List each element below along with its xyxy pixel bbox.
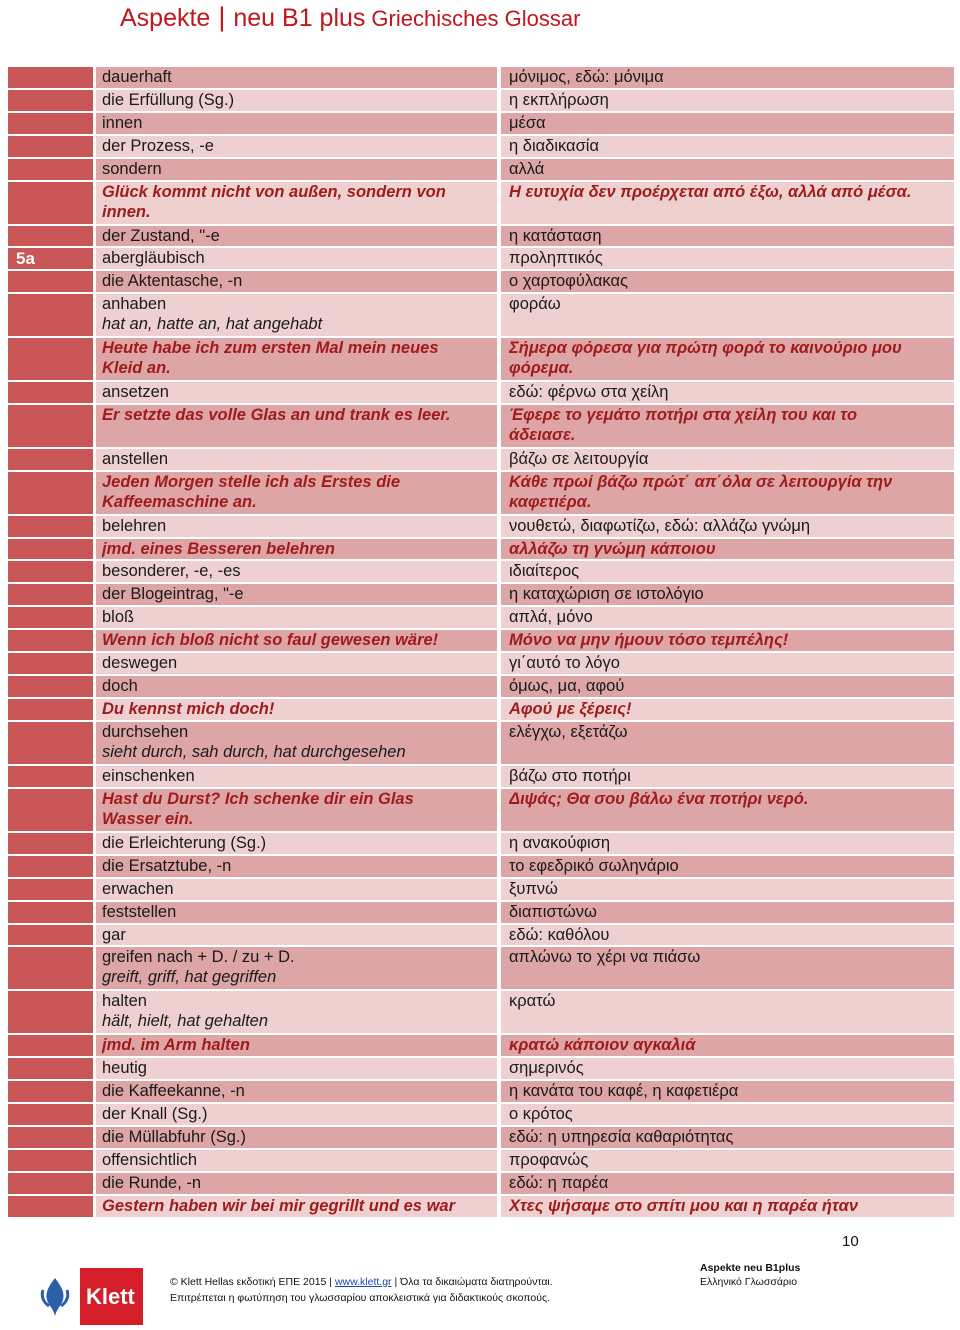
logo-wordmark: Klett [86,1283,135,1309]
greek-translation-cell [499,247,954,270]
german-term-cell [95,629,500,652]
german-term-cell [95,67,500,89]
german-term-cell [95,1149,500,1172]
german-line: feststellen [102,902,177,921]
section-cell [8,1103,95,1126]
greek-line: εδώ: φέρνω στα χείλη [509,383,669,402]
glossary-row [8,471,954,515]
greek-line: εδώ: η υπηρεσία καθαριότητας [509,1127,734,1146]
glossary-row [8,404,954,448]
german-line: die Müllabfuhr (Sg.) [102,1127,246,1146]
german-line: innen. [102,202,151,221]
greek-translation-cell [499,990,954,1034]
greek-line: φόρεμα. [509,359,574,378]
german-term-cell [95,901,500,924]
greek-translation-cell [499,448,954,471]
greek-line: Η ευτυχία δεν προέρχεται από έξω, αλλά από μέσα. [509,182,912,201]
greek-line: η κανάτα του καφέ, η καφετιέρα [509,1082,739,1100]
glossary-row [8,1172,954,1195]
german-line: gar [102,925,126,944]
section-cell [8,765,95,788]
section-cell [8,225,95,248]
german-line: jmd. eines Besseren belehren [102,539,335,558]
greek-translation-cell [499,652,954,675]
german-term-cell [95,946,500,990]
section-cell [8,1126,95,1149]
german-term-cell [95,381,500,404]
greek-translation-cell [499,832,954,855]
greek-translation-cell [499,698,954,721]
greek-line: καφετιέρα. [509,492,592,511]
section-cell [8,293,95,337]
glossary-row [8,878,954,901]
german-line: anstellen [102,449,169,468]
section-cell: 5a [8,247,95,270]
glossary-row [8,1080,954,1103]
greek-translation-cell [499,721,954,765]
section-cell [8,1080,95,1103]
glossary-row [8,832,954,855]
german-line: die Erfüllung (Sg.) [102,90,235,109]
greek-translation-cell [499,765,954,788]
german-line: die Runde, -n [102,1173,202,1192]
german-term-cell [95,832,500,855]
section-cell [8,629,95,652]
greek-line: εδώ: η παρέα [509,1173,609,1192]
greek-translation-cell [499,181,954,225]
german-term-cell [95,158,500,181]
section-cell [8,990,95,1034]
section-cell [8,404,95,448]
greek-line: το εφεδρικό σωληνάριο [509,856,679,875]
german-line: ansetzen [102,383,169,402]
glossary-row [8,67,954,89]
greek-translation-cell [499,89,954,112]
glossary-row [8,855,954,878]
section-cell [8,181,95,225]
glossary-row [8,135,954,158]
german-line: der Zustand, "-e [102,226,220,245]
german-term-cell [95,855,500,878]
german-line: sieht durch, sah durch, hat durchgesehen [102,743,406,762]
greek-line: μέσα [509,113,546,132]
german-line: dauerhaft [102,68,172,86]
german-term-cell [95,89,500,112]
german-term-cell [95,538,500,561]
greek-translation-cell [499,606,954,629]
german-line: hält, hielt, hat gehalten [102,1012,269,1031]
german-term-cell [95,1172,500,1195]
greek-line: ελέγχω, εξετάζω [509,723,628,742]
glossary-row [8,89,954,112]
german-line: Gestern haben wir bei mir gegrillt und es war [102,1196,456,1215]
german-line: greifen nach + D. / zu + D. [102,948,295,967]
greek-translation-cell [499,855,954,878]
section-cell [8,471,95,515]
german-line: sondern [102,159,162,178]
german-term-cell [95,1080,500,1103]
glossary-row [8,1057,954,1080]
greek-translation-cell [499,1172,954,1195]
german-line: erwachen [102,879,174,898]
glossary-row [8,1195,954,1218]
german-line: Er setzte das volle Glas an und trank es leer. [102,405,451,424]
copyright-prefix: © Klett Hellas εκδοτική ΕΠΕ 2015 | [170,1276,333,1288]
german-term-cell [95,270,500,293]
german-term-cell [95,1103,500,1126]
section-cell [8,878,95,901]
greek-translation-cell [499,629,954,652]
glossary-row [8,337,954,381]
german-line: der Prozess, -e [102,136,214,155]
greek-line: διαπιστώνω [509,902,597,921]
section-cell [8,901,95,924]
german-term-cell [95,1034,500,1057]
german-term-cell [95,652,500,675]
greek-translation-cell [499,1103,954,1126]
german-line: anhaben [102,295,167,314]
greek-line: Χτες ψήσαμε στο σπίτι μου και η παρέα ήταν [509,1196,859,1215]
greek-line: ο χαρτοφύλακας [509,272,628,291]
section-cell [8,381,95,404]
glossary-row [8,946,954,990]
section-cell [8,1057,95,1080]
glossary-table [8,67,954,1219]
glossary-row [8,901,954,924]
greek-translation-cell [499,270,954,293]
greek-line: η εκπλήρωση [509,90,609,109]
greek-translation-cell [499,675,954,698]
section-cell [8,652,95,675]
german-term-cell [95,788,500,832]
greek-translation-cell [499,135,954,158]
greek-translation-cell [499,158,954,181]
german-term-cell [95,1195,500,1218]
greek-line: μόνιμος, εδώ: μόνιμα [509,68,664,86]
german-term-cell [95,515,500,538]
german-term-cell [95,675,500,698]
section-cell [8,1034,95,1057]
section-cell [8,89,95,112]
greek-translation-cell [499,337,954,381]
greek-line: προφανώς [509,1150,589,1169]
section-cell [8,946,95,990]
section-cell [8,1195,95,1218]
greek-translation-cell [499,404,954,448]
glossary-row [8,158,954,181]
glossary-row [8,247,954,270]
german-line: Hast du Durst? Ich schenke dir ein Glas [102,789,414,808]
glossary-row [8,698,954,721]
german-line: Kaffeemaschine an. [102,492,257,511]
klett-emblem-icon [30,1268,80,1325]
glossary-row [8,560,954,583]
greek-line: εδώ: καθόλου [509,925,610,944]
greek-translation-cell [499,112,954,135]
german-line: innen [102,113,143,132]
section-cell [8,721,95,765]
german-term-cell [95,990,500,1034]
german-term-cell [95,765,500,788]
german-line: Wenn ich bloß nicht so faul gewesen wäre! [102,631,439,650]
glossary-row [8,675,954,698]
greek-translation-cell [499,293,954,337]
glossary-row [8,270,954,293]
greek-line: προληπτικός [509,249,603,268]
section-cell [8,560,95,583]
german-term-cell [95,225,500,248]
glossary-row [8,112,954,135]
german-line: Glück kommt nicht von außen, sondern von [102,182,446,201]
german-line: Du kennst mich doch! [102,700,275,719]
section-cell [8,788,95,832]
section-cell [8,135,95,158]
title-edition: neu B1 plus [233,4,366,32]
glossary-row [8,1103,954,1126]
glossary-row [8,721,954,765]
german-line: belehren [102,516,167,535]
german-term-cell [95,1126,500,1149]
german-term-cell [95,181,500,225]
section-cell [8,515,95,538]
greek-translation-cell [499,225,954,248]
glossary-row [8,629,954,652]
glossary-row [8,1034,954,1057]
section-cell [8,1149,95,1172]
greek-line: αλλάζω τη γνώμη κάποιου [509,539,716,558]
german-line: halten [102,992,147,1011]
greek-line: άδειασε. [509,425,576,444]
greek-line: όμως, μα, αφού [509,677,625,696]
greek-translation-cell [499,901,954,924]
glossary-row [8,448,954,471]
section-cell [8,158,95,181]
glossary-row [8,924,954,947]
greek-line: Σήμερα φόρεσα για πρώτη φορά το καινούριο μου [509,339,902,358]
section-cell [8,924,95,947]
german-line: hat an, hatte an, hat angehabt [102,315,323,334]
german-line: einschenken [102,766,195,785]
section-cell [8,1172,95,1195]
glossary-row [8,515,954,538]
section-cell [8,67,95,89]
greek-translation-cell [499,1149,954,1172]
german-term-cell [95,135,500,158]
footer-brand-subtitle: Ελληνικό Γλωσσάριο [700,1276,798,1288]
greek-translation-cell [499,924,954,947]
glossary-row [8,225,954,248]
german-term-cell [95,878,500,901]
greek-translation-cell [499,1034,954,1057]
glossary-body [8,67,954,1218]
greek-translation-cell [499,560,954,583]
greek-translation-cell [499,67,954,89]
greek-line: Κάθε πρωί βάζω πρώτ΄ απ΄όλα σε λειτουργία την [509,472,893,491]
section-cell [8,538,95,561]
greek-line: Μόνο να μην ήμουν τόσο τεμπέλης! [509,631,789,650]
title-separator: | [218,2,226,32]
glossary-row [8,1126,954,1149]
greek-line: η καταχώριση σε ιστολόγιο [509,585,704,604]
title-brand: Aspekte [120,4,211,32]
greek-line: ξυπνώ [509,879,558,898]
section-cell [8,583,95,606]
greek-line: απλώνω το χέρι να πιάσω [509,948,701,967]
german-line: durchsehen [102,723,189,742]
section-cell [8,698,95,721]
greek-translation-cell [499,1195,954,1218]
section-cell [8,112,95,135]
german-line: der Knall (Sg.) [102,1104,208,1123]
greek-translation-cell [499,1080,954,1103]
footer-permission: Επιτρέπεται η φωτύπηση του γλωσσαρίου αποκλειστικά για διδακτικούς σκοπούς. [170,1292,550,1304]
german-line: heutig [102,1059,147,1078]
greek-translation-cell [499,1057,954,1080]
german-line: greift, griff, hat gegriffen [102,968,277,987]
greek-line: κρατώ κάποιον αγκαλιά [509,1036,696,1055]
greek-line: σημερινός [509,1059,584,1078]
german-term-cell [95,337,500,381]
german-term-cell [95,721,500,765]
greek-translation-cell [499,515,954,538]
greek-line: γι΄αυτό το λόγο [509,654,620,673]
german-line: der Blogeintrag, "-e [102,585,244,604]
german-line: die Kaffeekanne, -n [102,1082,245,1100]
glossary-row [8,293,954,337]
german-term-cell [95,583,500,606]
german-term-cell [95,924,500,947]
german-line: jmd. im Arm halten [102,1036,250,1055]
german-term-cell [95,471,500,515]
glossary-row [8,181,954,225]
glossary-row [8,381,954,404]
greek-line: Αφού με ξέρεις! [509,700,632,719]
section-cell [8,606,95,629]
german-line: doch [102,677,138,696]
german-term-cell [95,293,500,337]
german-term-cell [95,247,500,270]
footer-copyright [170,1276,553,1288]
german-line: offensichtlich [102,1150,198,1169]
section-cell [8,855,95,878]
greek-line: βάζω σε λειτουργία [509,449,649,468]
greek-translation-cell [499,538,954,561]
title-subtitle: Griechisches Glossar [371,6,581,31]
glossary-row [8,990,954,1034]
glossary-row [8,538,954,561]
greek-translation-cell [499,381,954,404]
greek-translation-cell [499,878,954,901]
german-line: Heute habe ich zum ersten Mal mein neues [102,339,439,358]
greek-translation-cell [499,946,954,990]
german-line: die Aktentasche, -n [102,272,243,291]
german-line: Jeden Morgen stelle ich als Erstes die [102,472,401,491]
section-cell [8,832,95,855]
greek-line: φοράω [509,295,561,314]
german-term-cell [95,606,500,629]
glossary-row [8,1149,954,1172]
copyright-suffix: | Όλα τα δικαιώματα διατηρούνται. [394,1276,553,1288]
greek-translation-cell [499,788,954,832]
klett-link[interactable]: www.klett.gr [334,1276,392,1288]
german-line: besonderer, -e, -es [102,562,241,581]
footer-brand-title: Aspekte neu B1plus [700,1262,801,1274]
klett-logo [30,1268,143,1325]
german-line: bloß [102,608,135,627]
greek-line: Έφερε το γεμάτο ποτήρι στα χείλη του και το [509,405,858,424]
german-line: die Erleichterung (Sg.) [102,833,267,852]
greek-line: κρατώ [509,992,556,1011]
german-term-cell [95,112,500,135]
german-term-cell [95,404,500,448]
greek-line: ο κρότος [509,1104,573,1123]
german-term-cell [95,560,500,583]
german-line: deswegen [102,654,178,673]
glossary-row [8,606,954,629]
greek-translation-cell [499,471,954,515]
section-cell [8,675,95,698]
german-line: Wasser ein. [102,809,194,828]
greek-line: απλά, μόνο [509,608,593,627]
section-cell [8,448,95,471]
page-title [120,2,580,40]
glossary-row [8,788,954,832]
greek-line: η κατάσταση [509,226,602,245]
german-term-cell [95,698,500,721]
greek-line: η διαδικασία [509,136,599,155]
greek-line: βάζω στο ποτήρι [509,766,631,785]
german-line: abergläubisch [102,249,205,268]
greek-line: νουθετώ, διαφωτίζω, εδώ: αλλάζω γνώμη [509,516,811,535]
german-term-cell [95,448,500,471]
section-cell [8,270,95,293]
german-line: die Ersatztube, -n [102,856,232,875]
glossary-row [8,652,954,675]
greek-translation-cell [499,1126,954,1149]
greek-line: η ανακούφιση [509,833,611,852]
greek-translation-cell [499,583,954,606]
page-number: 10 [842,1233,859,1250]
greek-line: αλλά [509,159,545,178]
german-line: Kleid an. [102,359,171,378]
greek-line: ιδιαίτερος [509,562,580,581]
greek-line: Διψάς; Θα σου βάλω ένα ποτήρι νερό. [509,789,809,808]
glossary-row [8,765,954,788]
section-cell [8,337,95,381]
german-term-cell [95,1057,500,1080]
glossary-row [8,583,954,606]
